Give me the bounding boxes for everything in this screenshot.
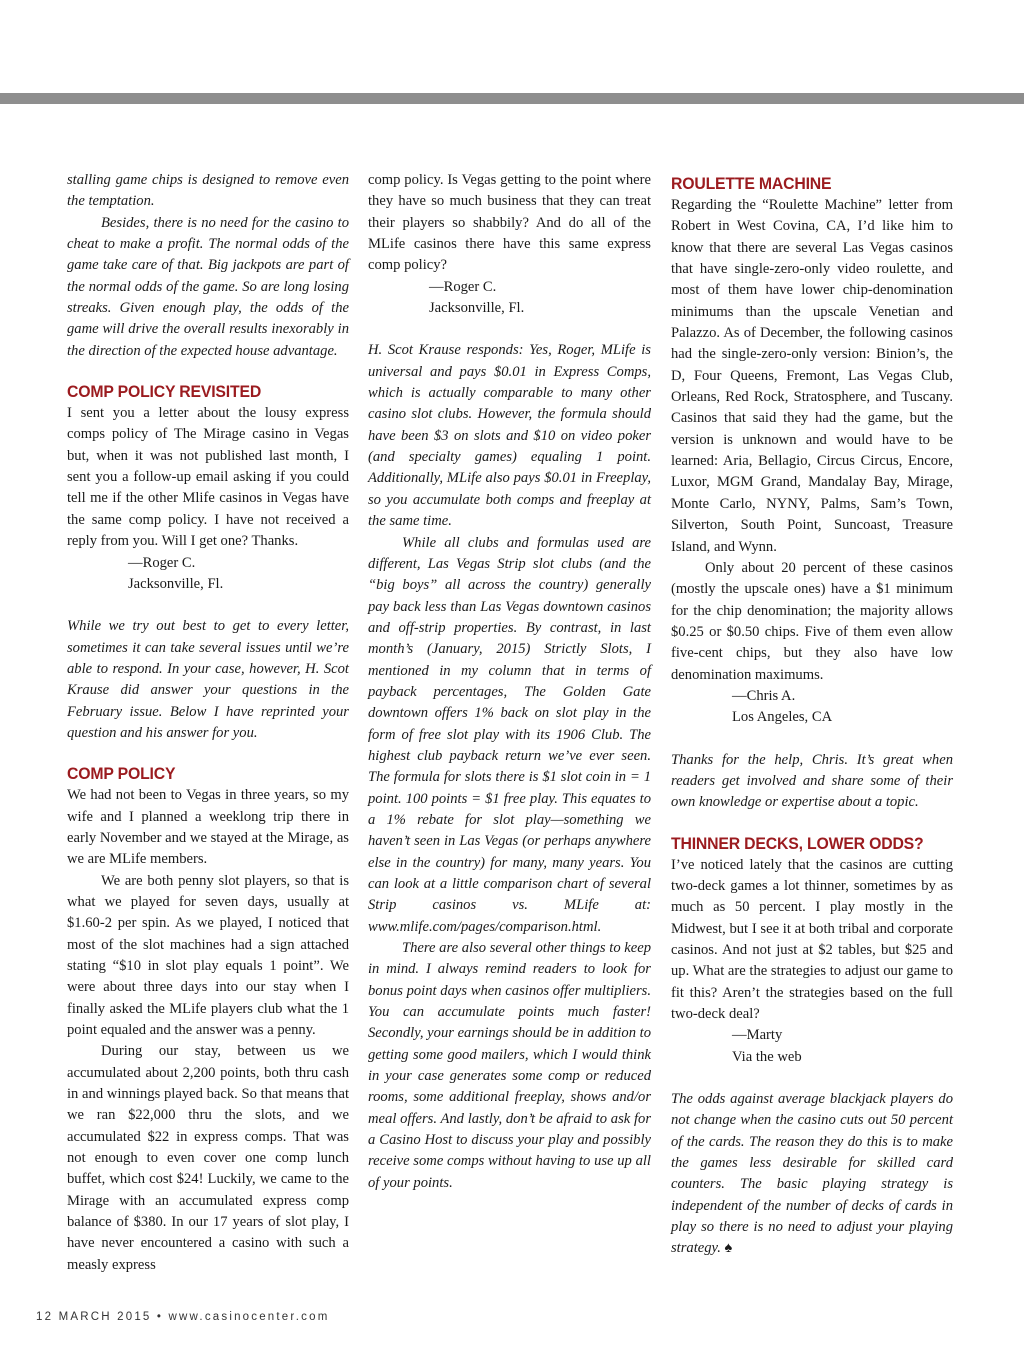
signature-place: Jacksonville, Fl. <box>429 300 525 317</box>
letter-body: Only about 20 percent of these casinos (mostly the upscale ones) have a $1 minimum for the chip denomination; the majority allows $0.25 or $0.50 chips. Five of them even allow five-cent chips, but they also have low denomination maximums. <box>671 559 953 683</box>
editor-response <box>671 1089 953 1260</box>
signature-place: Jacksonville, Fl. <box>128 575 224 592</box>
intro-paragraph: Besides, there is no need for the casino to cheat to make a profit. The normal odds of the game take care of that. Big jackpots are part of the normal odds of the game. So are long losing streaks. Given enough play, the odds of the game will drive the overall results inexorably in the direction of the expected house advantage. <box>67 214 349 359</box>
signature-name: —Marty <box>732 1027 783 1044</box>
signature-name: —Chris A. <box>732 687 796 704</box>
column-right <box>671 170 953 1260</box>
column-middle <box>368 170 651 1194</box>
editor-response: While we try out best to get to every letter, sometimes it can take several issues until we’re able to respond. In your case, however, H. Scot Krause did answer your questions in the February issue. Below I have reprinted your question and his answer for you. <box>67 618 349 741</box>
page-footer: 12 MARCH 2015 • www.casinocenter.com <box>36 1311 330 1323</box>
letter-body: We are both penny slot players, so that is what we played for seven days, usually at $1.60-2 per spin. As we played, I noticed that most of the slot machines had a sign attached stating “$10 in slot play equals 1 point”. We were about three days into our stay when I finally asked the MLife players club what the 1 point equaled and the answer was a penny. <box>67 872 349 1039</box>
editor-response: There are also several other things to keep in mind. I always remind readers to look for bonus point days when casinos offer multipliers. You can accumulate points much faster! Secondly, your earnings should be in addition to getting some good mailers, which I would think in your case generates some comp or reduced rooms, some additional freeplay, shows and/or meal offers. And lastly, don’t be afraid to ask for a Casino Host to discuss your play and possibly receive some comps without having to use up all of your points. <box>368 940 651 1191</box>
signature-place: Los Angeles, CA <box>732 709 833 726</box>
letter-body: Regarding the “Roulette Machine” letter from Robert in West Covina, CA, I’d like him to know that there are several Las Vegas casinos that have single-zero-only video roulette, and most of them have lower chip-denomination minimums than the upscale Venetian and Palazzo. As of December, the following casinos had the single-zero-only version: Binion’s, the D, Four Queens, Fremont, Las Vegas Club, Orleans, Red Rock, Stratosphere, and Tuscany. Casinos that said they had the game, but the version is unknown and would have to be learned: Aria, Bellagio, Circus Circus, Encore, Luxor, MGM Grand, Mandalay Bay, Mirage, Monte Carlo, NYNY, Palms, Sam’s Town, Silverton, South Point, Suncoast, Treasure Island, and Wynn. <box>671 197 953 555</box>
letter-body: During our stay, between us we accumulated about 2,200 points, both thru cash in and winnings played back. So that means that we ran $22,000 thru the slots, and we accumulated $22 in express comps. That was not enough to even cover one comp lunch buffet, which cost $24! Luckily, we came to the Mirage with an accumulated express comp balance of $380. In our 17 years of slot play, I have never encountered a casino with such a measly express <box>67 1043 349 1273</box>
editor-response: Thanks for the help, Chris. It’s great when readers get involved and share some of their own knowledge or expertise about a topic. <box>671 751 953 811</box>
spade-icon: ♠ <box>724 1240 733 1257</box>
letter-body: I sent you a letter about the lousy express comps policy of The Mirage casino in Vegas but, when it was not published last month, I sent you a follow-up email asking if you could tell me if the other Mlife casinos in Vegas have the same comp policy. I have not received a reply from you. Will I get one? Thanks. <box>67 405 349 550</box>
heading-comp-policy-revisited: COMP POLICY REVISITED <box>67 382 262 402</box>
column-left <box>67 170 349 1276</box>
heading-comp-policy: COMP POLICY <box>67 764 176 784</box>
editor-response: H. Scot Krause responds: Yes, Roger, MLife is universal and pays $0.01 in Express Comps, which is actually comparable to many other casino slot clubs. However, the formula should have been $3 on slots and $10 on video poker (and specialty games) equaling 1 point. Additionally, MLife also pays $0.01 in Freeplay, so you accumulate both comps and freeplay at the same time. <box>368 342 651 530</box>
heading-thinner-decks: THINNER DECKS, LOWER ODDS? <box>671 833 924 853</box>
signature-name: —Roger C. <box>128 554 196 571</box>
signature-name: —Roger C. <box>429 278 497 295</box>
letter-body: comp policy. Is Vegas getting to the point where they have so much business that they can treat their players so shabbily? And do all of the MLife casinos there have this same express comp policy? <box>368 172 651 274</box>
intro-paragraph: stalling game chips is designed to remove even the temptation. <box>67 172 349 210</box>
response-text: The odds against average blackjack players do not change when the casino cuts out 50 percent of the cards. The reason they do this is to make the games less desirable for skilled card counters. The basic playing strategy is independent of the number of decks of cards in play so there is no need to adjust your playing strategy. <box>671 1091 953 1257</box>
letter-body: We had not been to Vegas in three years, so my wife and I planned a weeklong trip there in early November and we stayed at the Mirage, as we are MLife members. <box>67 787 349 868</box>
letter-body: I’ve noticed lately that the casinos are cutting two-deck games a lot thinner, sometimes by as much as 50 percent. I play mostly in the Midwest, but I see it at both tribal and corporate casinos. And not just at $2 tables, but $25 and up. What are the strategies to adjust our game to fit this? Aren’t the strategies based on the full two-deck deal? <box>671 856 953 1023</box>
editor-response: While all clubs and formulas used are different, Las Vegas Strip slot clubs (and the “big boys” all across the country) generally pay back less than Las Vegas downtown casinos and off-strip properties. By contrast, in last month’s (January, 2015) Strictly Slots, I mentioned in my column that in terms of payback percentages, The Golden Gate downtown offers 1% back on slot play in the form of free slot play with its 1906 Club. The highest club payback return we’ve ever seen. The formula for slots there is $1 slot coin in = 1 point. 100 points = $1 free play. This equates to a 1% rebate for slot play—something we haven’t seen in Las Vegas (or perhaps anywhere else in the country) for many, many years. You can look at a little comparison chart of several Strip casinos vs. MLife at: www.mlife.com/pages/comparison.html. <box>368 534 651 935</box>
heading-roulette-machine: ROULETTE MACHINE <box>671 174 832 193</box>
signature-place: Via the web <box>732 1048 802 1065</box>
top-rule <box>0 93 1024 104</box>
